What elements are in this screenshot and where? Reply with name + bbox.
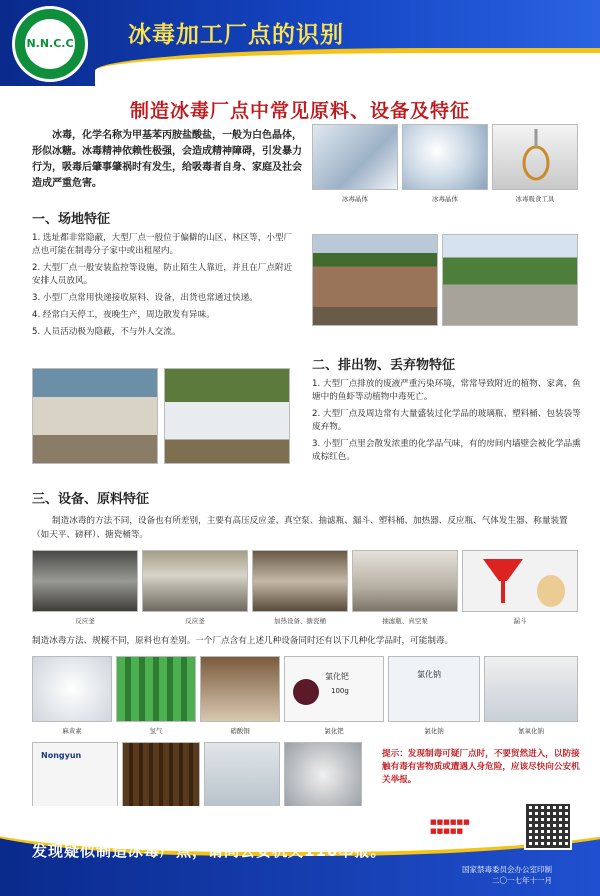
caption-equip-5: 漏斗 bbox=[513, 617, 527, 625]
photo-factory-building bbox=[312, 234, 438, 326]
photo-dichloromethane bbox=[204, 742, 280, 808]
caption-equip-1: 反应釜 bbox=[75, 617, 95, 625]
photo-reactor-2 bbox=[142, 550, 248, 612]
photo-room-equipment bbox=[32, 368, 158, 464]
section3-para2: 制造冰毒方法、规模不同，原料也有差别。一个厂点含有上述几种设备同时还有以下几种化学品时，可能制毒。 bbox=[32, 636, 454, 646]
section3-title: 三、设备、原料特征 bbox=[32, 492, 150, 507]
caption-equip-3: 加热设备、搪瓷桶 bbox=[274, 617, 326, 625]
red-stamp-decoration: ■■■■■■ ■■■■■ bbox=[430, 818, 470, 835]
caption-equip-4: 抽滤瓶、真空泵 bbox=[382, 617, 428, 625]
photo-heating-equipment bbox=[252, 550, 348, 612]
qr-code-icon[interactable] bbox=[524, 802, 572, 850]
section3-para1: 制造冰毒的方法不同，设备也有所差别，主要有高压反应釜、真空泵、抽滤瓶、漏斗、塑料桶、加热器、反应瓶、气体发生器、称量装置（如天平、磅秤）、搪瓷桶等。 bbox=[32, 516, 568, 540]
photo-sodium-chloride bbox=[388, 656, 480, 722]
label-pdcl-weight: 100g bbox=[331, 687, 349, 695]
caption-chem-6: 氰氧化钠 bbox=[518, 727, 544, 735]
powder-dish bbox=[293, 679, 319, 705]
caption-ice-2: 冰毒晶体 bbox=[432, 195, 458, 203]
photo-red-phosphorus bbox=[32, 742, 118, 808]
photo-suction-flask bbox=[352, 550, 458, 612]
caption-tool: 冰毒吸食工具 bbox=[515, 195, 555, 203]
photo-factory-site bbox=[442, 234, 578, 326]
caption-chem-4: 氯化钯 bbox=[324, 727, 344, 735]
list-item: 4. 经常白天停工，夜晚生产，周边散发有异味。 bbox=[32, 310, 215, 320]
photo-iodine bbox=[122, 742, 200, 808]
footer-date: 二〇一七年十一月 bbox=[492, 876, 552, 885]
section2-title: 二、排出物、丢弃物特征 bbox=[312, 358, 456, 373]
photo-reactor-1 bbox=[32, 550, 138, 612]
photo-ice-crystal-1 bbox=[312, 124, 398, 190]
caption-chem-2: 氢气 bbox=[149, 727, 163, 735]
footer-org bbox=[462, 864, 552, 886]
list-item: 3. 小型厂点常用快递接收原料、设备，出货也常通过快递。 bbox=[32, 293, 258, 303]
section1-list bbox=[32, 232, 298, 343]
photo-sodium-hydroxide bbox=[484, 656, 578, 722]
caption-chem-5: 氯化钠 bbox=[424, 727, 444, 735]
header-title: 冰毒加工厂点的识别 bbox=[128, 22, 344, 48]
list-item: 5. 人员活动极为隐蔽，不与外人交流。 bbox=[32, 327, 181, 337]
funnel-icon bbox=[463, 551, 578, 612]
label-pdcl: 氯化钯 bbox=[325, 672, 349, 681]
header-swoosh bbox=[95, 48, 600, 86]
list-item: 2. 大型厂点及周边常有大量盛装过化学品的玻璃瓶、塑料桶、包装袋等废弃物。 bbox=[312, 409, 581, 432]
photo-palladium-chloride bbox=[284, 656, 384, 722]
section1-title: 一、场地特征 bbox=[32, 212, 111, 227]
caption-equip-2: 反应釜 bbox=[185, 617, 205, 625]
nncc-logo bbox=[12, 6, 88, 82]
photo-discarded-bottles bbox=[164, 368, 290, 464]
caption-chem-1: 麻黄素 bbox=[62, 727, 82, 735]
photo-aluminum-foil bbox=[284, 742, 362, 808]
photo-hydrogen bbox=[116, 656, 196, 722]
label-nongyun: Nongyun bbox=[41, 751, 82, 760]
footer-org-name: 国家禁毒委员会办公室印制 bbox=[462, 865, 552, 874]
photo-funnel bbox=[462, 550, 578, 612]
list-item: 1. 大型厂点排放的废液严重污染环境，常常导致附近的植物、家禽、鱼塘中的鱼虾等动植物中毒死亡。 bbox=[312, 379, 581, 402]
caption-chem-3: 硝酸铜 bbox=[230, 727, 250, 735]
photo-ice-crystal-2 bbox=[402, 124, 488, 190]
pipe-icon bbox=[493, 125, 578, 190]
main-title: 制造冰毒厂点中常见原料、设备及特征 bbox=[129, 100, 470, 122]
list-item: 3. 小型厂点里会散发浓重的化学品气味，有的房间内墙壁会被化学品熏成棕红色。 bbox=[312, 439, 581, 462]
warning-note: 提示：发现制毒可疑厂点时，不要贸然进入，以防接触有毒有害物质或遭遇人身危险，应该尽快向公安机关举报。 bbox=[382, 749, 580, 785]
intro-paragraph: 冰毒，化学名称为甲基苯丙胺盐酸盐，一般为白色晶体，形似冰糖。冰毒精神依赖性极强，会造成精神障碍，引发暴力行为，吸毒后肇事肇祸时有发生，给吸毒者自身、家庭及社会造成严重危害。 bbox=[32, 130, 302, 189]
photo-copper-nitrate bbox=[200, 656, 280, 722]
footer-slogan: 发现疑似制造冰毒厂点，请向公安机关110举报。 bbox=[32, 842, 387, 860]
caption-ice-1: 冰毒晶体 bbox=[342, 195, 368, 203]
label-nacl: 氯化钠 bbox=[417, 670, 441, 679]
list-item: 1. 选址都非常隐蔽，大型厂点一般位于偏僻的山区、林区等，小型厂点也可能在制毒分子家中或出租屋内。 bbox=[32, 233, 293, 256]
logo-emblem: N.N.C.C bbox=[25, 19, 75, 69]
section2-list bbox=[312, 378, 582, 468]
photo-ephedrine bbox=[32, 656, 112, 722]
list-item: 2. 大型厂点一般安装监控等设施，防止陌生人靠近，并且在厂点附近安排人员放风。 bbox=[32, 263, 293, 286]
photo-smoking-tool bbox=[492, 124, 578, 190]
